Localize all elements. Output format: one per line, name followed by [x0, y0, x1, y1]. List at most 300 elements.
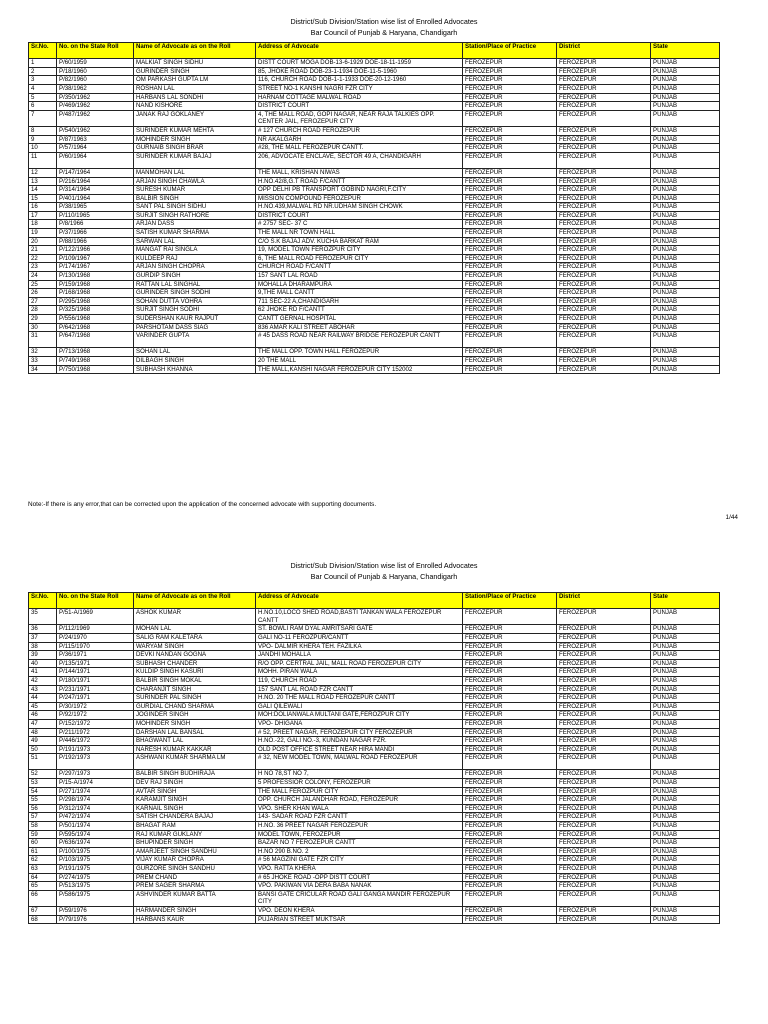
- sr-no-cell: 45: [29, 702, 57, 711]
- state-cell: PUNJAB: [651, 737, 720, 746]
- district-cell: FEROZEPUR: [557, 348, 651, 357]
- state-roll-cell: P/60/1964: [57, 152, 134, 168]
- table-row: [29, 135, 720, 144]
- advocate-name-cell: AVTAR SINGH: [134, 787, 256, 796]
- state-roll-cell: P/472/1974: [57, 813, 134, 822]
- state-cell: PUNJAB: [651, 289, 720, 298]
- address-cell: CANTT GERNAL HOSPITAL: [256, 315, 463, 324]
- state-roll-cell: P/24/1970: [57, 633, 134, 642]
- station-cell: FEROZEPUR: [463, 194, 557, 203]
- district-cell: FEROZEPUR: [557, 873, 651, 882]
- state-cell: PUNJAB: [651, 203, 720, 212]
- advocate-name-cell: SARWAN LAL: [134, 237, 256, 246]
- district-cell: FEROZEPUR: [557, 246, 651, 255]
- state-cell: PUNJAB: [651, 229, 720, 238]
- address-cell: H.NO. 20 THE MALL ROAD FEROZEPUR CANTT: [256, 694, 463, 703]
- table-row: [29, 246, 720, 255]
- address-cell: NR AKALGARH: [256, 135, 463, 144]
- advocate-name-cell: SURESH KUMAR: [134, 186, 256, 195]
- sr-no-cell: 16: [29, 203, 57, 212]
- state-roll-cell: P/586/1975: [57, 890, 134, 906]
- table-row: [29, 728, 720, 737]
- station-cell: FEROZEPUR: [463, 332, 557, 348]
- state-cell: PUNJAB: [651, 779, 720, 788]
- state-roll-cell: P/314/1964: [57, 186, 134, 195]
- address-cell: # 56 MAGZINI GATE FZR CITY: [256, 856, 463, 865]
- table-row: [29, 263, 720, 272]
- station-cell: FEROZEPUR: [463, 822, 557, 831]
- advocate-name-cell: KULDEEP RAJ: [134, 254, 256, 263]
- advocate-name-cell: SUBHASH CHANDER: [134, 659, 256, 668]
- state-cell: PUNJAB: [651, 676, 720, 685]
- table-row: [29, 685, 720, 694]
- district-cell: FEROZEPUR: [557, 745, 651, 754]
- sr-no-cell: 56: [29, 804, 57, 813]
- sr-no-cell: 68: [29, 915, 57, 924]
- station-cell: FEROZEPUR: [463, 110, 557, 126]
- table-row: [29, 609, 720, 625]
- sr-no-cell: 34: [29, 365, 57, 374]
- state-cell: PUNJAB: [651, 839, 720, 848]
- state-cell: PUNJAB: [651, 237, 720, 246]
- table-row: [29, 906, 720, 915]
- table-row: [29, 676, 720, 685]
- state-cell: PUNJAB: [651, 633, 720, 642]
- table-row: [29, 102, 720, 111]
- header-line-1: District/Sub Division/Station wise list of Enrolled Advocates: [290, 17, 478, 26]
- state-cell: PUNJAB: [651, 625, 720, 634]
- sr-no-cell: 3: [29, 76, 57, 85]
- station-cell: FEROZEPUR: [463, 177, 557, 186]
- state-roll-cell: P/130/1968: [57, 272, 134, 281]
- state-cell: PUNJAB: [651, 280, 720, 289]
- district-cell: FEROZEPUR: [557, 220, 651, 229]
- station-cell: FEROZEPUR: [463, 348, 557, 357]
- district-cell: FEROZEPUR: [557, 865, 651, 874]
- address-cell: VPO. RATTA KHERA: [256, 865, 463, 874]
- col-name: Name of Advocate as on the Roll: [134, 593, 256, 609]
- table-row: [29, 126, 720, 135]
- district-cell: FEROZEPUR: [557, 144, 651, 153]
- district-cell: FEROZEPUR: [557, 711, 651, 720]
- address-cell: H.NO.-22, GALI NO.-3, KUNDAN NAGAR FZR.: [256, 737, 463, 746]
- state-roll-cell: P/487/1962: [57, 110, 134, 126]
- address-cell: VPO- DALMIR KHERA TEH. FAZILKA: [256, 642, 463, 651]
- address-cell: THE MALL OPP. TOWN HALL FEROZEPUR: [256, 348, 463, 357]
- sr-no-cell: 25: [29, 280, 57, 289]
- address-cell: OLD POST OFFICE STREET NEAR HIRA MANDI: [256, 745, 463, 754]
- sr-no-cell: 5: [29, 93, 57, 102]
- station-cell: FEROZEPUR: [463, 651, 557, 660]
- station-cell: FEROZEPUR: [463, 676, 557, 685]
- state-roll-cell: P/513/1975: [57, 882, 134, 891]
- state-roll-cell: P/295/1968: [57, 297, 134, 306]
- state-cell: PUNJAB: [651, 110, 720, 126]
- station-cell: FEROZEPUR: [463, 779, 557, 788]
- station-cell: FEROZEPUR: [463, 168, 557, 177]
- sr-no-cell: 47: [29, 719, 57, 728]
- address-cell: OPP DELHI PB TRANSPORT GOBIND NAGRI,F.CITY: [256, 186, 463, 195]
- sr-no-cell: 65: [29, 882, 57, 891]
- address-cell: GALI QILEWALI: [256, 702, 463, 711]
- address-cell: # 52, PREET NAGAR, FEROZEPUR CITY FEROZEPUR: [256, 728, 463, 737]
- table-row: [29, 745, 720, 754]
- district-cell: FEROZEPUR: [557, 102, 651, 111]
- address-cell: MODEL TOWN, FEROZEPUR: [256, 830, 463, 839]
- station-cell: FEROZEPUR: [463, 315, 557, 324]
- district-cell: FEROZEPUR: [557, 804, 651, 813]
- advocates-table: [28, 592, 720, 924]
- sr-no-cell: 41: [29, 668, 57, 677]
- district-cell: FEROZEPUR: [557, 194, 651, 203]
- advocate-name-cell: PARSHOTAM DASS SIAG: [134, 323, 256, 332]
- advocate-name-cell: BALBIR SINGH BUDHIRAJA: [134, 770, 256, 779]
- advocate-name-cell: RAJ KUMAR GUKLANY: [134, 830, 256, 839]
- table-row: [29, 830, 720, 839]
- advocate-name-cell: DEV RAJ SINGH: [134, 779, 256, 788]
- table-row: [29, 847, 720, 856]
- station-cell: FEROZEPUR: [463, 280, 557, 289]
- station-cell: FEROZEPUR: [463, 890, 557, 906]
- address-cell: 116, CHURCH ROAD DOB-1-1-1933 DOE-20-12-1960: [256, 76, 463, 85]
- col-address: Address of Advocate: [256, 43, 463, 59]
- sr-no-cell: 10: [29, 144, 57, 153]
- table-row: [29, 787, 720, 796]
- station-cell: FEROZEPUR: [463, 865, 557, 874]
- district-cell: FEROZEPUR: [557, 186, 651, 195]
- page-2: [0, 560, 768, 923]
- state-cell: PUNJAB: [651, 694, 720, 703]
- address-cell: # 2757 SEC- 37 C: [256, 220, 463, 229]
- col-state-roll: No. on the State Roll: [57, 593, 134, 609]
- address-cell: #28, THE MALL FEROZEPUR CANTT.: [256, 144, 463, 153]
- sr-no-cell: 2: [29, 67, 57, 76]
- table-row: [29, 211, 720, 220]
- address-cell: OPP. CHURCH JALANDHAR ROAD, FEROZEPUR: [256, 796, 463, 805]
- state-roll-cell: P/79/1976: [57, 915, 134, 924]
- state-cell: PUNJAB: [651, 668, 720, 677]
- state-roll-cell: P/82/1960: [57, 76, 134, 85]
- district-cell: FEROZEPUR: [557, 315, 651, 324]
- address-cell: 9,THE MALL CANTT: [256, 289, 463, 298]
- state-roll-cell: P/297/1973: [57, 770, 134, 779]
- state-cell: PUNJAB: [651, 211, 720, 220]
- sr-no-cell: 8: [29, 126, 57, 135]
- state-roll-cell: P/147/1964: [57, 168, 134, 177]
- state-cell: PUNJAB: [651, 102, 720, 111]
- state-cell: PUNJAB: [651, 315, 720, 324]
- station-cell: FEROZEPUR: [463, 254, 557, 263]
- station-cell: FEROZEPUR: [463, 659, 557, 668]
- address-cell: MOH:DOLIANWALA MULTANI GATE,FEROZPUR CITY: [256, 711, 463, 720]
- advocate-name-cell: GURINDER SINGH: [134, 67, 256, 76]
- col-state: State: [651, 593, 720, 609]
- state-cell: PUNJAB: [651, 830, 720, 839]
- table-row: [29, 915, 720, 924]
- address-cell: THE MALL,KANSHI NAGAR FEROZEPUR CITY 152002: [256, 365, 463, 374]
- sr-no-cell: 30: [29, 323, 57, 332]
- address-cell: H.NO.439,MALWAL RD NR.UDHAM SINGH CHOWK: [256, 203, 463, 212]
- table-row: [29, 365, 720, 374]
- district-cell: FEROZEPUR: [557, 297, 651, 306]
- address-cell: H.NO. 36 PREET NAGAR FEROZEPUR: [256, 822, 463, 831]
- district-cell: FEROZEPUR: [557, 229, 651, 238]
- sr-no-cell: 33: [29, 356, 57, 365]
- station-cell: FEROZEPUR: [463, 830, 557, 839]
- state-roll-cell: P/103/1975: [57, 856, 134, 865]
- state-roll-cell: P/749/1968: [57, 356, 134, 365]
- sr-no-cell: 58: [29, 822, 57, 831]
- advocate-name-cell: SUDERSHAN KAUR RAJPUT: [134, 315, 256, 324]
- sr-no-cell: 14: [29, 186, 57, 195]
- table-row: [29, 770, 720, 779]
- table-row: [29, 186, 720, 195]
- state-cell: PUNJAB: [651, 906, 720, 915]
- table-row: [29, 177, 720, 186]
- station-cell: FEROZEPUR: [463, 915, 557, 924]
- col-station: Station/Place of Practice: [463, 43, 557, 59]
- state-roll-cell: P/59/1976: [57, 906, 134, 915]
- district-cell: FEROZEPUR: [557, 152, 651, 168]
- state-roll-cell: P/168/1968: [57, 289, 134, 298]
- station-cell: FEROZEPUR: [463, 702, 557, 711]
- table-body: [29, 59, 720, 374]
- address-cell: # 32, NEW MODEL TOWN, MALWAL ROAD FEROZEPUR: [256, 754, 463, 770]
- table-row: [29, 651, 720, 660]
- station-cell: FEROZEPUR: [463, 906, 557, 915]
- sr-no-cell: 39: [29, 651, 57, 660]
- address-cell: H NO 78,ST NO 7,: [256, 770, 463, 779]
- sr-no-cell: 40: [29, 659, 57, 668]
- advocate-name-cell: SANT PAL SINGH SIDHU: [134, 203, 256, 212]
- station-cell: FEROZEPUR: [463, 737, 557, 746]
- table-row: [29, 168, 720, 177]
- address-cell: 20 THE MALL: [256, 356, 463, 365]
- table-row: [29, 297, 720, 306]
- district-cell: FEROZEPUR: [557, 332, 651, 348]
- state-cell: PUNJAB: [651, 890, 720, 906]
- state-cell: PUNJAB: [651, 144, 720, 153]
- district-cell: FEROZEPUR: [557, 702, 651, 711]
- state-cell: PUNJAB: [651, 272, 720, 281]
- state-roll-cell: P/88/1966: [57, 237, 134, 246]
- page-number: 1/44: [725, 514, 738, 521]
- state-cell: PUNJAB: [651, 348, 720, 357]
- district-cell: FEROZEPUR: [557, 237, 651, 246]
- table-row: [29, 873, 720, 882]
- station-cell: FEROZEPUR: [463, 728, 557, 737]
- state-cell: PUNJAB: [651, 93, 720, 102]
- state-cell: PUNJAB: [651, 323, 720, 332]
- station-cell: FEROZEPUR: [463, 67, 557, 76]
- state-cell: PUNJAB: [651, 642, 720, 651]
- table-row: [29, 237, 720, 246]
- address-cell: H.NO 290 B.NO. 2: [256, 847, 463, 856]
- station-cell: FEROZEPUR: [463, 882, 557, 891]
- state-roll-cell: P/38/1962: [57, 84, 134, 93]
- table-row: [29, 110, 720, 126]
- advocate-name-cell: HARBANS LAL SONDHI: [134, 93, 256, 102]
- sr-no-cell: 23: [29, 263, 57, 272]
- state-roll-cell: P/325/1968: [57, 306, 134, 315]
- state-cell: PUNJAB: [651, 873, 720, 882]
- state-cell: PUNJAB: [651, 609, 720, 625]
- state-roll-cell: P/180/1971: [57, 676, 134, 685]
- state-roll-cell: P/38/1965: [57, 203, 134, 212]
- sr-no-cell: 18: [29, 220, 57, 229]
- advocate-name-cell: ASHOK KUMAR: [134, 609, 256, 625]
- col-name: Name of Advocate as on the Roll: [134, 43, 256, 59]
- sr-no-cell: 28: [29, 306, 57, 315]
- state-roll-cell: P/231/1971: [57, 685, 134, 694]
- station-cell: FEROZEPUR: [463, 84, 557, 93]
- state-roll-cell: P/60/1959: [57, 59, 134, 68]
- sr-no-cell: 59: [29, 830, 57, 839]
- district-cell: FEROZEPUR: [557, 719, 651, 728]
- address-cell: GALI NO-11 FEROZPUR/CANTT: [256, 633, 463, 642]
- advocate-name-cell: SUBHASH KHANNA: [134, 365, 256, 374]
- advocate-name-cell: SOHAN DUTTA VOHRA: [134, 297, 256, 306]
- col-address: Address of Advocate: [256, 593, 463, 609]
- district-cell: FEROZEPUR: [557, 625, 651, 634]
- address-cell: STREET NO-1 KANSHI NAGRI FZR CITY: [256, 84, 463, 93]
- state-cell: PUNJAB: [651, 135, 720, 144]
- address-cell: MISSION COMPOUND FEROZEPUR: [256, 194, 463, 203]
- table-row: [29, 356, 720, 365]
- station-cell: FEROZEPUR: [463, 220, 557, 229]
- advocate-name-cell: JOGINDER SINGH: [134, 711, 256, 720]
- address-cell: 5 PROFESSIOR COLONY, FEROZEPUR: [256, 779, 463, 788]
- sr-no-cell: 17: [29, 211, 57, 220]
- table-row: [29, 659, 720, 668]
- table-row: [29, 779, 720, 788]
- advocate-name-cell: BHAGWANT LAL: [134, 737, 256, 746]
- state-roll-cell: P/174/1967: [57, 263, 134, 272]
- advocate-name-cell: PREM SAGER SHARMA: [134, 882, 256, 891]
- state-roll-cell: P/216/1964: [57, 177, 134, 186]
- sr-no-cell: 43: [29, 685, 57, 694]
- address-cell: 62 JHOKE RD F/CANTT: [256, 306, 463, 315]
- address-cell: H.NO.42/8,G.T ROAD F/CANTT: [256, 177, 463, 186]
- station-cell: FEROZEPUR: [463, 856, 557, 865]
- advocate-name-cell: ARJAN SINGH CHAWLA: [134, 177, 256, 186]
- state-roll-cell: P/540/1962: [57, 126, 134, 135]
- state-cell: PUNJAB: [651, 865, 720, 874]
- state-roll-cell: P/642/1968: [57, 323, 134, 332]
- station-cell: FEROZEPUR: [463, 685, 557, 694]
- sr-no-cell: 64: [29, 873, 57, 882]
- district-cell: FEROZEPUR: [557, 203, 651, 212]
- advocate-name-cell: ASHWANI KUMAR SHARMA LM: [134, 754, 256, 770]
- state-roll-cell: P/30/1972: [57, 702, 134, 711]
- station-cell: FEROZEPUR: [463, 297, 557, 306]
- district-cell: FEROZEPUR: [557, 737, 651, 746]
- table-row: [29, 719, 720, 728]
- address-cell: 206, ADVOCATE ENCLAVE, SECTOR 49 A, CHANDIGARH: [256, 152, 463, 168]
- header-line-1: District/Sub Division/Station wise list of Enrolled Advocates: [290, 561, 478, 570]
- address-cell: VPO- DHIGANA: [256, 719, 463, 728]
- sr-no-cell: 22: [29, 254, 57, 263]
- state-roll-cell: P/350/1962: [57, 93, 134, 102]
- station-cell: FEROZEPUR: [463, 787, 557, 796]
- table-row: [29, 280, 720, 289]
- district-cell: FEROZEPUR: [557, 676, 651, 685]
- station-cell: FEROZEPUR: [463, 633, 557, 642]
- col-district: District: [557, 593, 651, 609]
- station-cell: FEROZEPUR: [463, 135, 557, 144]
- state-cell: PUNJAB: [651, 745, 720, 754]
- district-cell: FEROZEPUR: [557, 915, 651, 924]
- station-cell: FEROZEPUR: [463, 93, 557, 102]
- state-cell: PUNJAB: [651, 804, 720, 813]
- station-cell: FEROZEPUR: [463, 59, 557, 68]
- state-roll-cell: P/51-A/1969: [57, 609, 134, 625]
- advocate-name-cell: ARJAN DASS: [134, 220, 256, 229]
- station-cell: FEROZEPUR: [463, 796, 557, 805]
- station-cell: FEROZEPUR: [463, 323, 557, 332]
- sr-no-cell: 44: [29, 694, 57, 703]
- state-cell: PUNJAB: [651, 651, 720, 660]
- advocate-name-cell: BALBIR SINGH MOKAL: [134, 676, 256, 685]
- station-cell: FEROZEPUR: [463, 873, 557, 882]
- station-cell: FEROZEPUR: [463, 745, 557, 754]
- district-cell: FEROZEPUR: [557, 289, 651, 298]
- station-cell: FEROZEPUR: [463, 694, 557, 703]
- sr-no-cell: 32: [29, 348, 57, 357]
- district-cell: FEROZEPUR: [557, 272, 651, 281]
- station-cell: FEROZEPUR: [463, 711, 557, 720]
- sr-no-cell: 61: [29, 847, 57, 856]
- sr-no-cell: 4: [29, 84, 57, 93]
- station-cell: FEROZEPUR: [463, 625, 557, 634]
- sr-no-cell: 57: [29, 813, 57, 822]
- address-cell: 711 SEC-22 A,CHANDIGARH: [256, 297, 463, 306]
- station-cell: FEROZEPUR: [463, 839, 557, 848]
- table-row: [29, 315, 720, 324]
- district-cell: FEROZEPUR: [557, 323, 651, 332]
- district-cell: FEROZEPUR: [557, 642, 651, 651]
- state-cell: PUNJAB: [651, 659, 720, 668]
- district-cell: FEROZEPUR: [557, 633, 651, 642]
- station-cell: FEROZEPUR: [463, 144, 557, 153]
- district-cell: FEROZEPUR: [557, 280, 651, 289]
- state-roll-cell: P/112/1969: [57, 625, 134, 634]
- table-row: [29, 76, 720, 85]
- station-cell: FEROZEPUR: [463, 770, 557, 779]
- table-row: [29, 813, 720, 822]
- table-row: [29, 348, 720, 357]
- advocate-name-cell: SATISH CHANDERA BAJAJ: [134, 813, 256, 822]
- address-cell: DISTRICT COURT: [256, 211, 463, 220]
- col-sr-no: Sr.No.: [29, 43, 57, 59]
- advocate-name-cell: BHAGAT RAM: [134, 822, 256, 831]
- station-cell: FEROZEPUR: [463, 642, 557, 651]
- state-cell: PUNJAB: [651, 356, 720, 365]
- advocate-name-cell: DILBAGH SINGH: [134, 356, 256, 365]
- state-roll-cell: P/556/1968: [57, 315, 134, 324]
- address-cell: 85, JHOKE ROAD DOB-23-1-1934 DOE-11-5-1960: [256, 67, 463, 76]
- district-cell: FEROZEPUR: [557, 728, 651, 737]
- district-cell: FEROZEPUR: [557, 685, 651, 694]
- table-row: [29, 890, 720, 906]
- advocate-name-cell: HARBANS KAUR: [134, 915, 256, 924]
- advocate-name-cell: NARESH KUMAR KAKKAR: [134, 745, 256, 754]
- state-roll-cell: P/36/1971: [57, 651, 134, 660]
- state-roll-cell: P/446/1972: [57, 737, 134, 746]
- table-row: [29, 711, 720, 720]
- sr-no-cell: 35: [29, 609, 57, 625]
- sr-no-cell: 1: [29, 59, 57, 68]
